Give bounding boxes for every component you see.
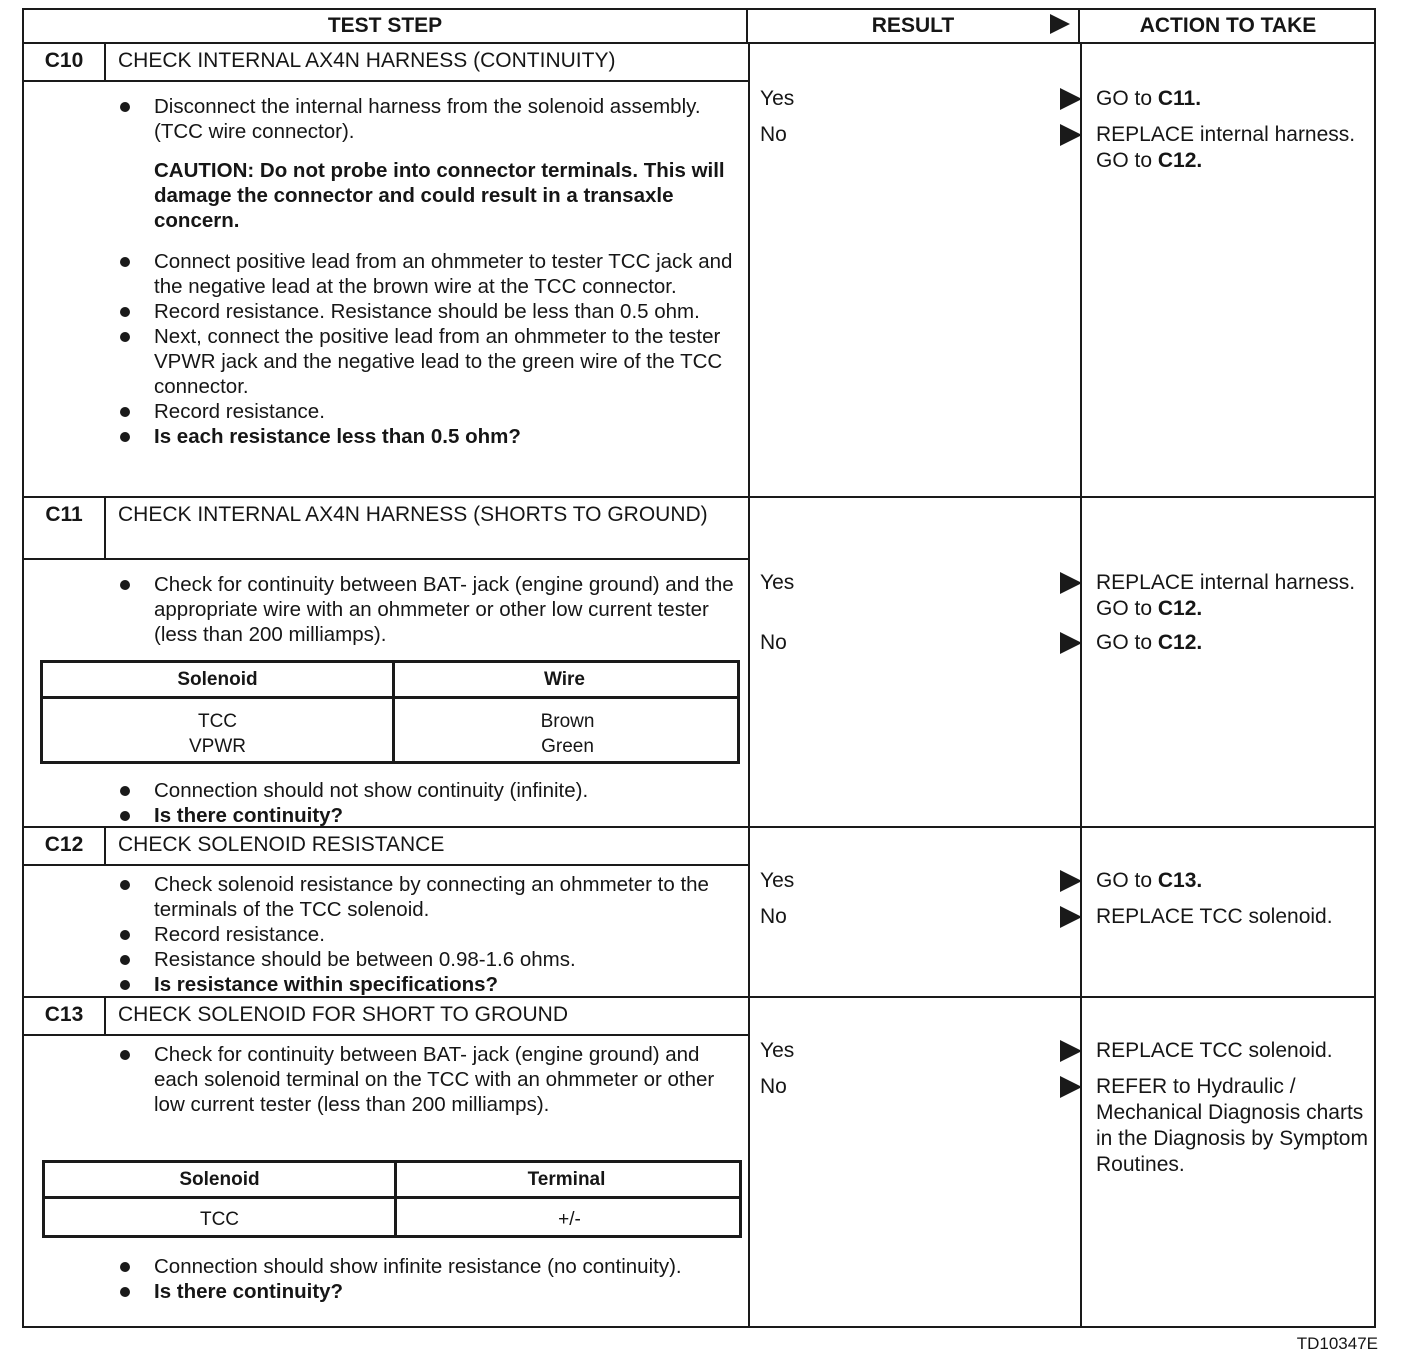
result-no: [760, 628, 1070, 658]
step-title-bar: [24, 828, 750, 866]
table-cell: Brown: [540, 711, 595, 732]
step-title: CHECK SOLENOID FOR SHORT TO GROUND: [118, 1003, 569, 1026]
result-label: Yes: [760, 87, 795, 110]
solenoid-wire-table: [40, 660, 740, 764]
instruction-item: Check for continuity between BAT- jack (engine ground) and each solenoid terminal on the TCC with an ohmmeter or other low current tester (less than 200 milliamps).: [116, 1042, 736, 1117]
step-title: CHECK INTERNAL AX4N HARNESS (SHORTS TO GROUND): [118, 503, 708, 526]
arrow-right-icon: [1060, 124, 1082, 146]
table-header: Solenoid: [43, 663, 392, 699]
step-c13: [24, 998, 1376, 1328]
instruction-item: Connect positive lead from an ohmmeter to tester TCC jack and the negative lead at the brown wire at the TCC connector.: [116, 249, 736, 299]
result-yes: [760, 866, 1070, 896]
table-header: Solenoid: [45, 1163, 394, 1199]
result-label: No: [760, 1075, 787, 1098]
action-no: GO to C12.: [1096, 631, 1203, 654]
table-header: Wire: [392, 663, 737, 699]
step-instructions: [116, 1042, 736, 1117]
table-cell: TCC: [197, 711, 238, 732]
header-test-step: TEST STEP: [24, 10, 748, 44]
result-label: No: [760, 631, 787, 654]
arrow-right-icon: [1050, 14, 1070, 34]
result-no: [760, 1072, 1070, 1102]
step-instructions: [116, 778, 736, 828]
header-action: ACTION TO TAKE: [1080, 10, 1376, 44]
step-title-bar: [24, 998, 750, 1036]
instruction-item: Resistance should be between 0.98-1.6 ohms.: [116, 947, 736, 972]
result-yes: [760, 84, 1070, 114]
instruction-item: Disconnect the internal harness from the solenoid assembly. (TCC wire connector).: [116, 94, 736, 144]
step-c10: [24, 44, 1376, 498]
instruction-question: Is resistance within specifications?: [116, 972, 736, 997]
instruction-item: Connection should show infinite resistance (no continuity).: [116, 1254, 736, 1279]
result-label: Yes: [760, 571, 795, 594]
step-c11: [24, 498, 1376, 828]
step-number: C13: [24, 998, 106, 1034]
table-header: Terminal: [394, 1163, 739, 1199]
step-instructions: [116, 1254, 736, 1304]
instruction-item: Record resistance.: [116, 922, 736, 947]
result-no: [760, 902, 1070, 932]
figure-id: TD10347E: [1296, 1334, 1378, 1353]
step-instructions: [116, 872, 736, 997]
arrow-right-icon: [1060, 88, 1082, 110]
step-number: C12: [24, 828, 106, 864]
step-title-bar: [24, 498, 750, 560]
instruction-item: Check for continuity between BAT- jack (engine ground) and the appropriate wire with an ohmmeter or other low current tester (less than 200 milliamps).: [116, 572, 736, 647]
action-yes: REPLACE internal harness. GO to C12.: [1096, 571, 1356, 620]
action-yes: GO to C11.: [1096, 87, 1202, 110]
header-result: [748, 10, 1080, 44]
action-no: REPLACE internal harness. GO to C12.: [1096, 123, 1356, 172]
result-yes: [760, 568, 1070, 598]
instruction-item: Connection should not show continuity (infinite).: [116, 778, 736, 803]
solenoid-terminal-table: [42, 1160, 742, 1238]
arrow-right-icon: [1060, 632, 1082, 654]
step-c12: [24, 828, 1376, 998]
caution-note: CAUTION: Do not probe into connector terminals. This will damage the connector and could result in a transaxle concern.: [154, 159, 725, 232]
step-title: CHECK INTERNAL AX4N HARNESS (CONTINUITY): [118, 49, 616, 72]
action-no: REPLACE TCC solenoid.: [1096, 905, 1333, 928]
step-title: CHECK SOLENOID RESISTANCE: [118, 833, 445, 856]
result-label: No: [760, 905, 787, 928]
instruction-item: Record resistance.: [116, 399, 736, 424]
arrow-right-icon: [1060, 1076, 1082, 1098]
result-label: Yes: [760, 869, 795, 892]
table-cell: +/-: [558, 1209, 581, 1230]
instruction-item: Record resistance. Resistance should be less than 0.5 ohm.: [116, 299, 736, 324]
header-result-label: RESULT: [871, 14, 955, 37]
action-no: REFER to Hydraulic / Mechanical Diagnosis charts in the Diagnosis by Symptom Routines.: [1096, 1075, 1368, 1176]
result-yes: [760, 1036, 1070, 1066]
action-yes: GO to C13.: [1096, 869, 1203, 892]
result-label: No: [760, 123, 787, 146]
step-number: C11: [24, 498, 106, 558]
step-instructions: [116, 94, 736, 449]
result-label: Yes: [760, 1039, 795, 1062]
result-no: [760, 120, 1070, 150]
arrow-right-icon: [1060, 1040, 1082, 1062]
table-cell: VPWR: [189, 736, 246, 757]
arrow-right-icon: [1060, 906, 1082, 928]
table-cell: TCC: [199, 1209, 240, 1230]
step-instructions: [116, 572, 736, 647]
instruction-item: Next, connect the positive lead from an ohmmeter to the tester VPWR jack and the negative lead to the green wire of the TCC connector.: [116, 324, 736, 399]
diagnostic-table: [22, 8, 1376, 1328]
instruction-question: Is each resistance less than 0.5 ohm?: [116, 424, 736, 449]
instruction-question: Is there continuity?: [116, 803, 736, 828]
instruction-item: Check solenoid resistance by connecting an ohmmeter to the terminals of the TCC solenoid.: [116, 872, 736, 922]
step-title-bar: [24, 44, 750, 82]
action-yes: REPLACE TCC solenoid.: [1096, 1039, 1333, 1062]
table-cell: Green: [541, 736, 594, 757]
arrow-right-icon: [1060, 870, 1082, 892]
arrow-right-icon: [1060, 572, 1082, 594]
step-number: C10: [24, 44, 106, 80]
instruction-question: Is there continuity?: [116, 1279, 736, 1304]
